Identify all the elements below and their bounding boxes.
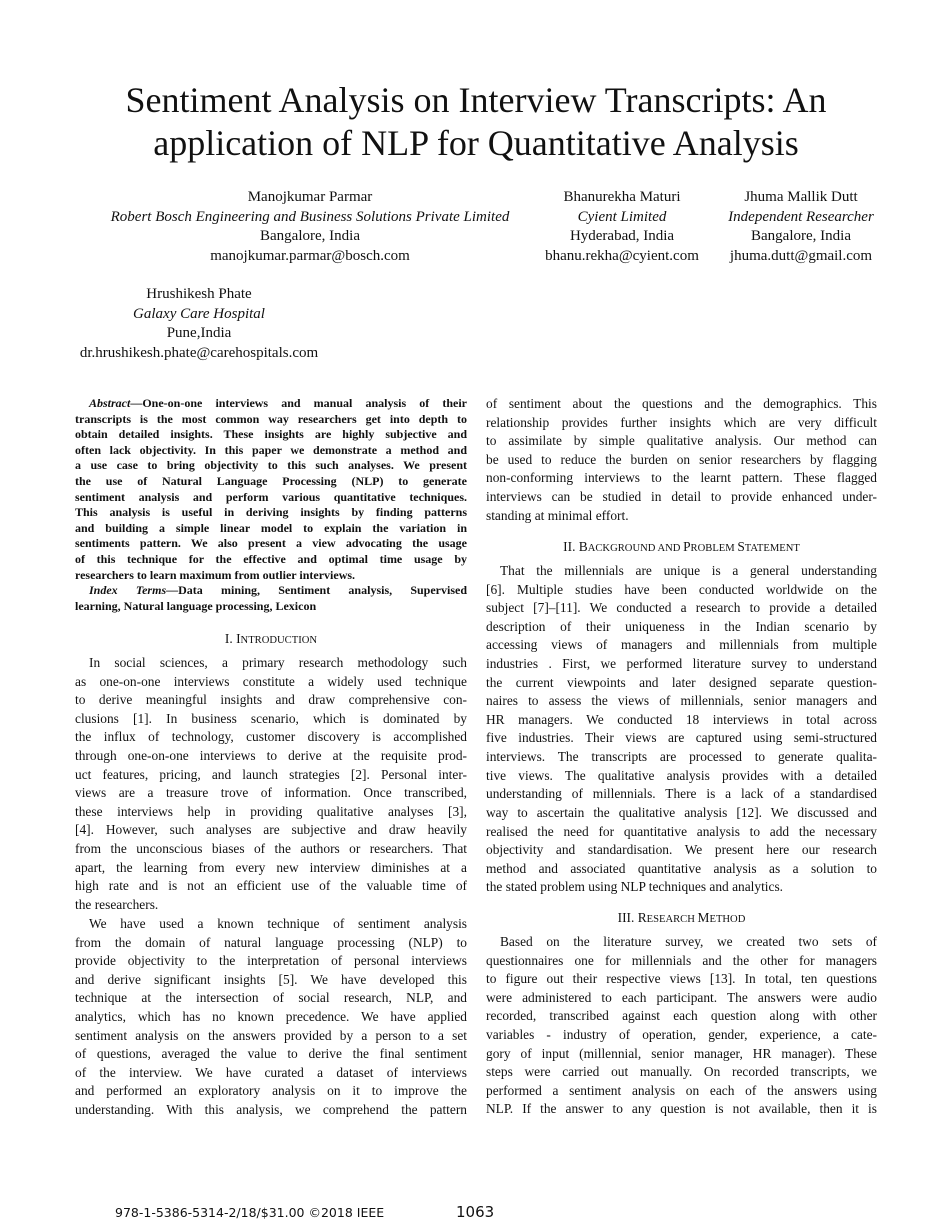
author-affiliation: Robert Bosch Engineering and Business Solutions Private Limited (110, 208, 510, 225)
text-line: This analysis is useful in deriving insights by finding patterns (75, 505, 467, 520)
heading-text: I (236, 631, 241, 646)
text-line: interviews. The transcripts are processed to generate qualita- (486, 749, 877, 765)
text-line: to assimilate by simple qualitative analysis. Our method can (486, 433, 877, 449)
text-line: understanding. With this analysis, we comprehend the pattern (75, 1102, 467, 1118)
text-line: of this technique for the effective and optimal time usage by (75, 551, 467, 566)
text-line: HR managers. We conducted 18 interviews in total across (486, 711, 877, 727)
text-line: apart, the learning from every new interview diminishes at a (75, 859, 467, 875)
text-line: from the domain of natural language processing (NLP) to (75, 934, 467, 950)
text-line: and building a simple linear model to explain the variation in (75, 520, 467, 535)
text-line: way to ascertain the qualitative analysis [12]. We discussed and (486, 804, 877, 820)
text-line: technique at the intersection of social research, NLP, and (75, 990, 467, 1006)
text-line: the stated problem using NLP techniques and analytics. (486, 879, 784, 895)
text-line: of the interview. We have curated a dataset of interviews (75, 1064, 467, 1080)
text-line (75, 396, 467, 412)
text-line: transcripts is the most common way researchers get into depth to (75, 411, 467, 426)
text-line: subject [7]–[11]. We conducted a research to provide a detailed (486, 600, 877, 616)
text-line: provide objectivity to the interpretation of personal interviews (75, 953, 467, 969)
text: —One-on-one interviews and manual analysis of their (130, 396, 467, 410)
text-line: method and associated quantitative analysis as a solution to (486, 860, 877, 876)
text-line: sentiment analysis and perform various quantitative techniques. (75, 489, 467, 504)
author-email[interactable]: manojkumar.parmar@bosch.com (210, 247, 410, 264)
text-line: tive views. The qualitative analysis provides with a detailed (486, 767, 877, 783)
author-location: Bangalore, India (751, 228, 851, 244)
text-line: Based on the literature survey, we created two sets of (500, 934, 877, 949)
heading-text: ROBLEM (690, 543, 738, 554)
text-line: [6]. Multiple studies have been conducted worldwide on the (486, 581, 877, 597)
text-line: steps were carried out manually. On recorded transcripts, we (486, 1064, 877, 1080)
paper-title (0, 79, 952, 165)
text-line: interviews can be studied in detail to provide enhanced under- (486, 489, 877, 505)
author-block (715, 188, 887, 266)
heading-text: R (637, 910, 647, 925)
label: Abstract (89, 396, 131, 410)
text-line: questionnaires one for millennials and the other for managers (486, 952, 877, 968)
text-line: non-conforming interviews to the learnt pattern. These flagged (486, 470, 877, 486)
text-line: description of their uniqueness in the Indian scenario by (486, 618, 877, 634)
author-email[interactable]: dr.hrushikesh.phate@carehospitals.com (79, 344, 319, 361)
text-line: standing at minimal effort. (486, 507, 629, 523)
paragraph (486, 395, 877, 525)
copyright-notice: 978-1-5386-5314-2/18/$31.00 ©2018 IEEE (115, 1205, 385, 1220)
text-line: high rate and is not an efficient use of the valuable time of (75, 878, 467, 894)
title-line: Sentiment Analysis on Interview Transcripts: An (125, 80, 827, 120)
paragraph (486, 933, 877, 1119)
section-heading-introduction (75, 630, 467, 650)
author-block (60, 188, 560, 266)
heading-text: S (737, 539, 745, 554)
text-line: of sentiment about the questions and the demographics. This (486, 396, 877, 411)
paragraph (486, 562, 877, 897)
heading-text: NTRODUCTION (240, 635, 318, 646)
text-line: from the unconscious biases of the authors or researchers. That (75, 841, 467, 857)
heading-text: M (697, 910, 710, 925)
section-heading-research-method (486, 909, 877, 929)
author-email[interactable]: bhanu.rekha@cyient.com (545, 247, 699, 264)
text-line: researchers to learn maximum from outlier interviews. (75, 567, 356, 582)
author-affiliation: Galaxy Care Hospital (133, 305, 265, 322)
section-number: III. (617, 910, 638, 925)
author-name: Jhuma Mallik Dutt (744, 189, 858, 205)
text-line: obtain detailed insights. These insights are highly subjective and (75, 427, 467, 442)
text-line: industries . First, we performed literature survey to understand (486, 656, 877, 672)
text-line: learning, Natural language processing, Lexicon (75, 598, 317, 613)
text-line: gory of input (millennial, senior manager, HR manager). These (486, 1045, 877, 1061)
text-line: variables - industry of operation, gender, experience, a cate- (486, 1027, 877, 1043)
text-line: That the millennials are unique is a general understanding (500, 563, 877, 578)
text-line: the use of Natural Language Processing (NLP) to generate (75, 473, 467, 488)
author-block (49, 285, 349, 363)
section-number: I. (224, 631, 237, 646)
text-line: the current viewpoints and later designed separate question- (486, 674, 877, 690)
text-line: performed a sentiment analysis on each of the answers using (486, 1082, 877, 1098)
author-name: Hrushikesh Phate (146, 286, 252, 302)
section-heading-background (486, 538, 877, 558)
text-line: be used to reduce the burden on senior researchers by flagging (486, 451, 877, 467)
paragraph (75, 654, 467, 915)
author-affiliation: Independent Researcher (728, 208, 874, 225)
author-location: Hyderabad, India (569, 228, 675, 244)
text-line: of questions, averaged the value to derive the final sentiment (75, 1046, 467, 1062)
text-line: as one-on-one interviews constitute a widely used technique (75, 673, 467, 689)
heading-text: ACKGROUND AND (587, 543, 684, 554)
text-line: uct features, pricing, and launch strategies [2]. Personal inter- (75, 766, 467, 782)
text-line: sentiments pattern. We also present a view advocating the usage (75, 536, 467, 551)
section-number: II. (563, 539, 579, 554)
author-name: Bhanurekha Maturi (563, 189, 681, 205)
heading-text: P (683, 539, 691, 554)
text-line: In social sciences, a primary research methodology such (89, 655, 467, 670)
text-line: often lack objectivity. In this paper we demonstrate a method and (75, 442, 467, 457)
text-line: the researchers. (75, 896, 159, 912)
text-line (75, 583, 467, 599)
text-line: a use case to bring objectivity to this such analyses. We present (75, 458, 467, 473)
text-line: understanding of millennials. There is a lack of a standardised (486, 786, 877, 802)
text-line: analytics, which has no known precedence. We have applied (75, 1009, 467, 1025)
text-line: and performed an exploratory analysis on it to improve the (75, 1083, 467, 1099)
index-terms (75, 583, 467, 614)
author-name: Manojkumar Parmar (247, 189, 373, 205)
text-line: NLP. If the answer to any question is not available, then it is (486, 1101, 877, 1117)
page-number: 1063 (456, 1203, 495, 1221)
text-line: [4]. However, such analyses are subjective and draw heavily (75, 822, 467, 838)
heading-text: ESEARCH (646, 914, 698, 925)
text-line: were administered to each participant. The answers were audio (486, 989, 877, 1005)
text-line: sentiment analysis on the answers provided by a person to a set (75, 1027, 467, 1043)
text-line: through one-on-one interviews to derive at the requisite prod- (75, 748, 467, 764)
text-line: naires to assess the views of millennials, senior managers and (486, 693, 877, 709)
author-location: Bangalore, India (260, 228, 360, 244)
heading-text: B (578, 539, 588, 554)
label: Index Terms (89, 583, 167, 597)
author-location: Pune,India (166, 325, 232, 341)
heading-text: ETHOD (709, 914, 746, 925)
paragraph (75, 915, 467, 1120)
text-line: to derive meaningful insights and draw comprehensive con- (75, 692, 467, 708)
text-line: realised the need for quantitative analysis to add the necessary (486, 823, 877, 839)
text-line: We have used a known technique of sentiment analysis (89, 916, 467, 931)
author-email[interactable]: jhuma.dutt@gmail.com (729, 247, 873, 264)
text-line: views are a treasure trove of information. Once transcribed, (75, 785, 467, 801)
text-line: relationship provides further insights which are very difficult (486, 414, 877, 430)
text-line: objectivity and standardisation. We present here our research (486, 842, 877, 858)
text-line: the influx of technology, customer discovery is accomplished (75, 729, 467, 745)
text-line: accessing views of managers and millennials from multiple (486, 637, 877, 653)
text-line: recorded, transcribed against each question along with other (486, 1008, 877, 1024)
author-block (532, 188, 712, 266)
text: —Data mining, Sentiment analysis, Supervised (166, 583, 468, 597)
heading-text: TATEMENT (744, 543, 800, 554)
abstract (75, 396, 467, 583)
text-line: and derive significant insights [5]. We have developed this (75, 971, 467, 987)
title-line: application of NLP for Quantitative Analysis (153, 123, 799, 163)
author-affiliation: Cyient Limited (577, 208, 667, 225)
text-line: five industries. Their views are captured using semi-structured (486, 730, 877, 746)
text-line: to figure out their respective views [13]. In total, ten questions (486, 971, 877, 987)
text-line: clusions [1]. In business scenario, which is dominated by (75, 710, 467, 726)
text-line: these interviews help in providing qualitative analyses [3], (75, 803, 467, 819)
